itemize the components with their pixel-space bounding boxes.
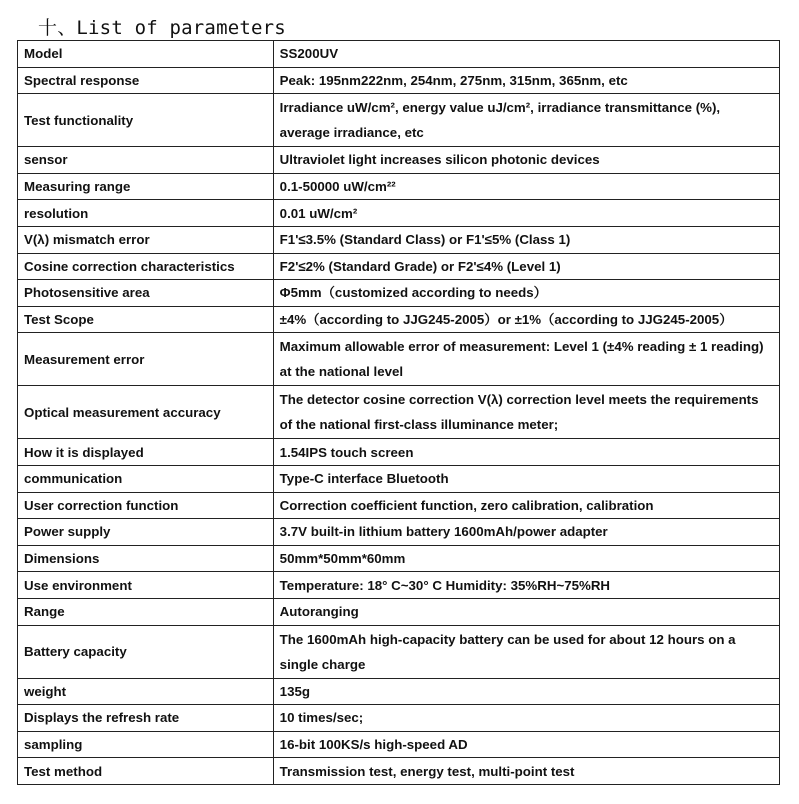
table-row xyxy=(18,147,780,174)
table-row xyxy=(18,678,780,705)
param-label: Model xyxy=(18,41,274,68)
table-row xyxy=(18,333,780,386)
table-row xyxy=(18,439,780,466)
param-value: The detector cosine correction V(λ) correction level meets the requirements of the national first-class illuminance meter; xyxy=(273,386,779,439)
param-value: Type-C interface Bluetooth xyxy=(273,465,779,492)
table-row xyxy=(18,200,780,227)
param-value: Φ5mm（customized according to needs） xyxy=(273,280,779,307)
param-label: Test functionality xyxy=(18,94,274,147)
param-label: sampling xyxy=(18,731,274,758)
table-row xyxy=(18,731,780,758)
table-row xyxy=(18,280,780,307)
param-value: ±4%（according to JJG245-2005）or ±1%（according to JJG245-2005） xyxy=(273,306,779,333)
table-row xyxy=(18,94,780,147)
table-row xyxy=(18,545,780,572)
section-heading: 十、List of parameters xyxy=(38,17,286,39)
table-row xyxy=(18,386,780,439)
param-value: 135g xyxy=(273,678,779,705)
table-row xyxy=(18,226,780,253)
table-row xyxy=(18,465,780,492)
table-row xyxy=(18,625,780,678)
param-label: Spectral response xyxy=(18,67,274,94)
table-row xyxy=(18,492,780,519)
param-label: Use environment xyxy=(18,572,274,599)
param-label: V(λ) mismatch error xyxy=(18,226,274,253)
param-value: Irradiance uW/cm², energy value uJ/cm², irradiance transmittance (%), average irradiance, etc xyxy=(273,94,779,147)
param-value: Temperature: 18° C~30° C Humidity: 35%RH~75%RH xyxy=(273,572,779,599)
param-label: Dimensions xyxy=(18,545,274,572)
param-label: Cosine correction characteristics xyxy=(18,253,274,280)
param-label: Test method xyxy=(18,758,274,785)
table-row xyxy=(18,67,780,94)
param-value: Autoranging xyxy=(273,598,779,625)
param-label: Power supply xyxy=(18,519,274,546)
table-row xyxy=(18,758,780,785)
param-label: Displays the refresh rate xyxy=(18,705,274,732)
table-row xyxy=(18,253,780,280)
table-row xyxy=(18,173,780,200)
param-label: resolution xyxy=(18,200,274,227)
param-value: SS200UV xyxy=(273,41,779,68)
param-label: Test Scope xyxy=(18,306,274,333)
table-row xyxy=(18,41,780,68)
param-value: 1.54IPS touch screen xyxy=(273,439,779,466)
param-label: How it is displayed xyxy=(18,439,274,466)
param-value: Transmission test, energy test, multi-point test xyxy=(273,758,779,785)
param-label: Range xyxy=(18,598,274,625)
param-value: 10 times/sec; xyxy=(273,705,779,732)
param-value: F1'≤3.5% (Standard Class) or F1'≤5% (Class 1) xyxy=(273,226,779,253)
param-value: Maximum allowable error of measurement: Level 1 (±4% reading ± 1 reading) at the national level xyxy=(273,333,779,386)
param-value: 0.01 uW/cm² xyxy=(273,200,779,227)
param-label: Battery capacity xyxy=(18,625,274,678)
param-label: Measurement error xyxy=(18,333,274,386)
param-value: 0.1-50000 uW/cm²² xyxy=(273,173,779,200)
parameters-table xyxy=(17,40,780,785)
table-row xyxy=(18,306,780,333)
param-label: Optical measurement accuracy xyxy=(18,386,274,439)
param-label: sensor xyxy=(18,147,274,174)
param-label: weight xyxy=(18,678,274,705)
param-label: Photosensitive area xyxy=(18,280,274,307)
param-value: 50mm*50mm*60mm xyxy=(273,545,779,572)
param-label: User correction function xyxy=(18,492,274,519)
table-row xyxy=(18,598,780,625)
table-row xyxy=(18,572,780,599)
param-value: The 1600mAh high-capacity battery can be used for about 12 hours on a single charge xyxy=(273,625,779,678)
param-value: F2'≤2% (Standard Grade) or F2'≤4% (Level 1) xyxy=(273,253,779,280)
param-value: Correction coefficient function, zero calibration, calibration xyxy=(273,492,779,519)
param-label: communication xyxy=(18,465,274,492)
param-value: 16-bit 100KS/s high-speed AD xyxy=(273,731,779,758)
param-value: 3.7V built-in lithium battery 1600mAh/power adapter xyxy=(273,519,779,546)
param-value: Ultraviolet light increases silicon photonic devices xyxy=(273,147,779,174)
param-label: Measuring range xyxy=(18,173,274,200)
table-row xyxy=(18,705,780,732)
table-row xyxy=(18,519,780,546)
param-value: Peak: 195nm222nm, 254nm, 275nm, 315nm, 365nm, etc xyxy=(273,67,779,94)
